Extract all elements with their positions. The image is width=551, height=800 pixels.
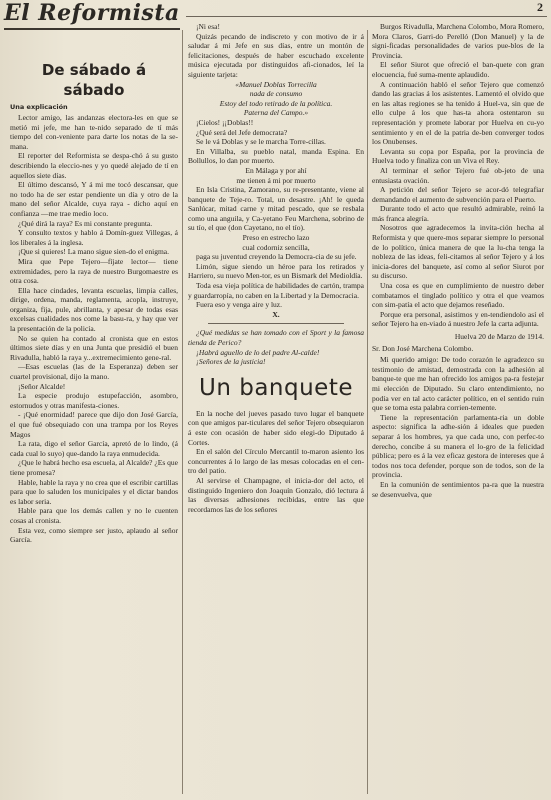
c1p-paragraph: ¿Qué dirá la raya? Es mi constante pregunta. xyxy=(18,218,153,228)
c2mid-paragraph: Se le vá Doblas y se le marcha Torre-cillas. xyxy=(196,137,326,147)
column-divider xyxy=(182,30,183,794)
c1p-paragraph: ¡Señor Alcalde! xyxy=(18,381,66,391)
c1p-paragraph: La especie produjo estupefacción, asombro, estornudos y otras manifesta-ciones. xyxy=(10,391,178,410)
verse-2 xyxy=(188,233,364,252)
c3l-paragraph: En la comunión de sentimientos pa-ra que la nuestra se desenvuelva, que xyxy=(372,479,544,499)
column-divider xyxy=(367,30,368,794)
c3p-paragraph: Porque era personal, asistimos y en-tendiendolo así el señor Tejero ha en-viado á nuestro Jefe la carta adjunta. xyxy=(372,309,544,329)
c1p-paragraph: Lector amigo, las andanzas electora-les en que se metió mi jefe, me han te-nido separado de tí más tiempo del con-veniente para darte los notas de la se-mana. xyxy=(10,113,178,151)
article-subtitle: Una explicación xyxy=(10,103,68,111)
c2mid3-paragraph: Limón, sigue siendo un héroe para los retirados y Harriero, su nuevo Men-tor, es un Bismark del Medioldía. xyxy=(188,261,364,281)
c2mid2-paragraph: En Isla Cristina, Zamorano, su re-presentante, viene al banquete de Teje-ro. Total, un desastre. ¡Ah! le queda Sanlúcar, mitad carne y mitad pescado, que se resbala como una anguila, y Ca-yetano Feu Marchena, sobrino de su tío, el que (don Cayetano, no el tío). xyxy=(188,185,364,233)
c1p-paragraph: No se quien ha contado al cronista que en estos últimos siete días y en una Junta que presidió el buen Rivadulla, habló la raya y...extremecimiento gene-ral. xyxy=(10,333,178,362)
c2card-paragraph: nada de consumo xyxy=(249,89,303,99)
column-2-mid xyxy=(188,118,364,166)
banquet-article xyxy=(188,409,364,515)
c2mid3-paragraph: Fuera eso y venga aire y luz. xyxy=(196,300,283,310)
column-2-mid-3 xyxy=(188,252,364,310)
c2b-paragraph: En el salón del Círculo Mercantil to-maron asiento los concurrentes á lo largo de las mesas colocadas en el cen-tro del patio. xyxy=(188,447,364,476)
column-2-mid-2 xyxy=(188,185,364,233)
c2mid3-paragraph: Toda esa vieja política de habilidades de cartón, trampa y guardarropía, no caben en la Libertad y la Democracia. xyxy=(188,281,364,300)
masthead: El Reformista xyxy=(4,0,180,30)
article-signature: X. xyxy=(272,309,280,319)
c3p-paragraph: Burgos Rivadulla, Marchena Colombo, Mora Romero, Mora Claros, Garri-do Perelló (Don Manuel) y la de signi-ficadas personalidades de varios pue-blos de la Provincia. xyxy=(372,22,544,60)
column-3-body xyxy=(372,22,544,329)
c2top-paragraph: Quizás pecando de indiscreto y con motivo de ir á saludar á mi Jefe en sus días, entre un montón de felicitaciones, después de haber escuchado excelente música ejecutada por distinguidos afi-cionados, leí la siguiente tarjeta: xyxy=(188,31,364,79)
column-3 xyxy=(372,22,544,798)
letter-body xyxy=(372,355,544,499)
c1p-paragraph: ¡Que si quieres! La mano sigue sien-do el enigma. xyxy=(18,247,169,257)
c2q-paragraph: ¿Qué medidas se han tomado con el Sport y la famosa tienda de Perico? xyxy=(188,328,364,347)
c3p-paragraph: El señor Siurot que ofreció el ban-quete con gran elocuencia, fué suma-mente aplaudido. xyxy=(372,60,544,79)
c2mid-paragraph: ¡Cielos! ¡¡Doblas!! xyxy=(196,117,254,127)
c3p-paragraph: Levanta su copa por España, por la provincia de Huelva todo y finaliza con un Viva el Rey. xyxy=(372,146,544,166)
c2mid-paragraph: ¿Qué será del Jefe democrata? xyxy=(196,127,288,137)
c1p-paragraph: Ella hace cindades, levanta escuelas, limpia calles, dirige, ordena, manda, reglamenta, acopla, instruye, organiza, fija, pule, abrillanta, y apesar de todas esas excelsas cualidades nos come la basu-ra, y hay que ver la presentación de la policía. xyxy=(10,285,178,334)
separator xyxy=(208,323,344,324)
c3l-paragraph: Mi querido amigo: De todo corazón le agradezco su testimonio de amistad, demostrada con la adhesión al banque-te que me han ofrecido los amigos pa-ra festejar mi elección de Diputado. Su claro entendimiento, no podía ver en tal acto carácter político, en el sentido ruin que se toma esta palabra corrien-temente. xyxy=(372,355,544,413)
c2q-paragraph: ¡Señores de la justicia! xyxy=(196,357,266,367)
column-2 xyxy=(188,22,364,798)
c2v1-paragraph: En Málaga y por ahí xyxy=(245,165,307,175)
c1p-paragraph: ¿Que le habrá hecho esa escuela, al Alcalde? ¿Es que tiene promesa? xyxy=(10,458,178,477)
c1p-paragraph: El último descansó, Y á mi me tocó descansar, que no todo ha de ser estar pendiente un día y otro de la mano del señor Alcalde, cuya raya - dicho aquí en confianza —me trae medio loco. xyxy=(10,180,178,218)
c2v2-paragraph: cual codorniz sencilla, xyxy=(242,242,310,252)
c2mid3-paragraph: paga su juventud creyendo la Democra-cia de su jefe. xyxy=(196,252,357,262)
c3p-paragraph: A petición del señor Tejero se acor-dó telegrafiar demandando el aumento de subvención para el Puerto. xyxy=(372,185,544,204)
c3p-paragraph: Nosotros que agradecemos la invita-ción hecha al Reformista y que quere-mos separar siempre lo personal de lo político, única manera de que la lu-cha tenga la nobleza de las ideas, feli-citamos al señor Tejero y á los inicia-dores del banquete, así como al señor Siurot por su discurso. xyxy=(372,223,544,281)
c1p-paragraph: Esta vez, como siempre ser justo, aplaudo al señor García. xyxy=(10,525,178,545)
c3l-paragraph: Tiene la representación parlamenta-ria un doble aspecto: significa la adhe-sión á ideales que pueden separar á los hombres, ya que cada uno, con perfec-to derecho, concibe á su manera el lo-gro de la felicidad pública; pero es á la vez eficaz gestora de intereses que á todos nos toca defender, porque son de todos, son de la provincia. xyxy=(372,412,544,480)
page-number: 2 xyxy=(537,0,543,14)
c1p-paragraph: Y consulto textos y hablo á Domín-guez Villegas, á los liberales á la inglesa. xyxy=(10,228,178,247)
c2q-paragraph: ¡Habrá aguello de lo del padre Al-calde! xyxy=(196,347,320,357)
column-2-top xyxy=(188,22,364,80)
c3p-paragraph: Al terminar el señor Tejero fué ob-jeto de una entusiasta ovación. xyxy=(372,165,544,185)
c2v1-paragraph: me tienen á mi por muerto xyxy=(236,175,316,185)
c2b-paragraph: En la noche del jueves pasado tuvo lugar el banquete con que amigos par-ticulares del señor Tejero obsequiaron á este con ocasión de haber sido elegi-do Diputado á Cortes. xyxy=(188,408,364,447)
c1p-paragraph: Hable, hable la raya y no crea que el escribir cartillas para que lo saluden los municipales y el dictar bandos es labor seria. xyxy=(10,477,178,506)
letter-salutation: Sr. Don José Marchena Colombo. xyxy=(372,343,474,353)
column-1-body xyxy=(10,113,178,545)
c1p-paragraph: —Esas escuelas (las de la Esperanza) deben ser cuartel provisional, dijo la mano. xyxy=(10,362,178,382)
c2b-paragraph: Al servirse el Champagne, el inicia-dor del acto, el distinguido Ingeniero don Joaquín Gonzalo, dió lectura á las diversas adhesiones recibidas, entre las que recordamos las de los señores xyxy=(188,475,364,514)
c2card-paragraph: «Manuel Doblas Torrecilla xyxy=(235,79,317,89)
c1p-paragraph: La rata, digo el señor García, apretó de lo lindo, (á cada cual lo suyo) que-dando la raya enmudecida. xyxy=(10,439,178,458)
header-rule xyxy=(186,16,547,17)
c1p-paragraph: Hable para que los demás callen y no le cuenten cosas al cronista. xyxy=(10,506,178,525)
c1p-paragraph: El reporter del Reformista se despa-chó á su gusto describiendo la eleccio-nes y yo quedé alejado de tí en aquellos siete días. xyxy=(10,151,178,180)
c2top-paragraph: ¡Ni esa! xyxy=(196,22,220,31)
letter-dateline: Huelva 20 de Marzo de 1914. xyxy=(454,332,544,341)
c3p-paragraph: A continuación habló el señor Tejero que comenzó dando las gracias á los asistentes. Lamentó el olvido que en las altas regiones se ha tenido á Huel-va, sin que de ello culpe á los que has-ta ahora ostentaron su representación y promete laborar por Huelva en cu-yo sentimiento y en el de la patria de-ben converger todos los Onubenses. xyxy=(372,79,544,147)
c3p-paragraph: Una cosa es que en cumplimiento de nuestro deber combatamos el tinglado político y otra el que veamos con sim-patía el acto que dejamos reseñado. xyxy=(372,281,544,310)
quoted-card xyxy=(188,80,364,118)
c2card-paragraph: Estoy del todo retirado de la política. xyxy=(219,98,333,108)
banquet-headline: Un banquete xyxy=(199,374,353,401)
verse-1 xyxy=(188,166,364,185)
section-title: De sábado á sábado xyxy=(41,61,147,99)
c2v2-paragraph: Preso en estrecho lazo xyxy=(242,233,310,243)
c1p-paragraph: Mira que Pepe Tejero—fíjate lector— tiene extremidades, pero la raya de nuestro Burgomaestre es otra cosa. xyxy=(10,256,178,286)
c1p-paragraph: - ¡Qué enormidad! parece que dijo don José García, el que fué obsequiado con una trampa por los Reyes Magos xyxy=(10,410,178,439)
c3p-paragraph: Durante todo el acto que resultó admirable, reinó la más franca alegría. xyxy=(372,204,544,223)
c2card-paragraph: Paterna del Campo.» xyxy=(243,108,309,118)
italic-notes xyxy=(188,328,364,366)
c2mid-paragraph: En Villalba, su pueblo natal, manda Espina. En Bollullos, lo dan por muerto. xyxy=(188,146,364,166)
column-1 xyxy=(10,60,178,798)
